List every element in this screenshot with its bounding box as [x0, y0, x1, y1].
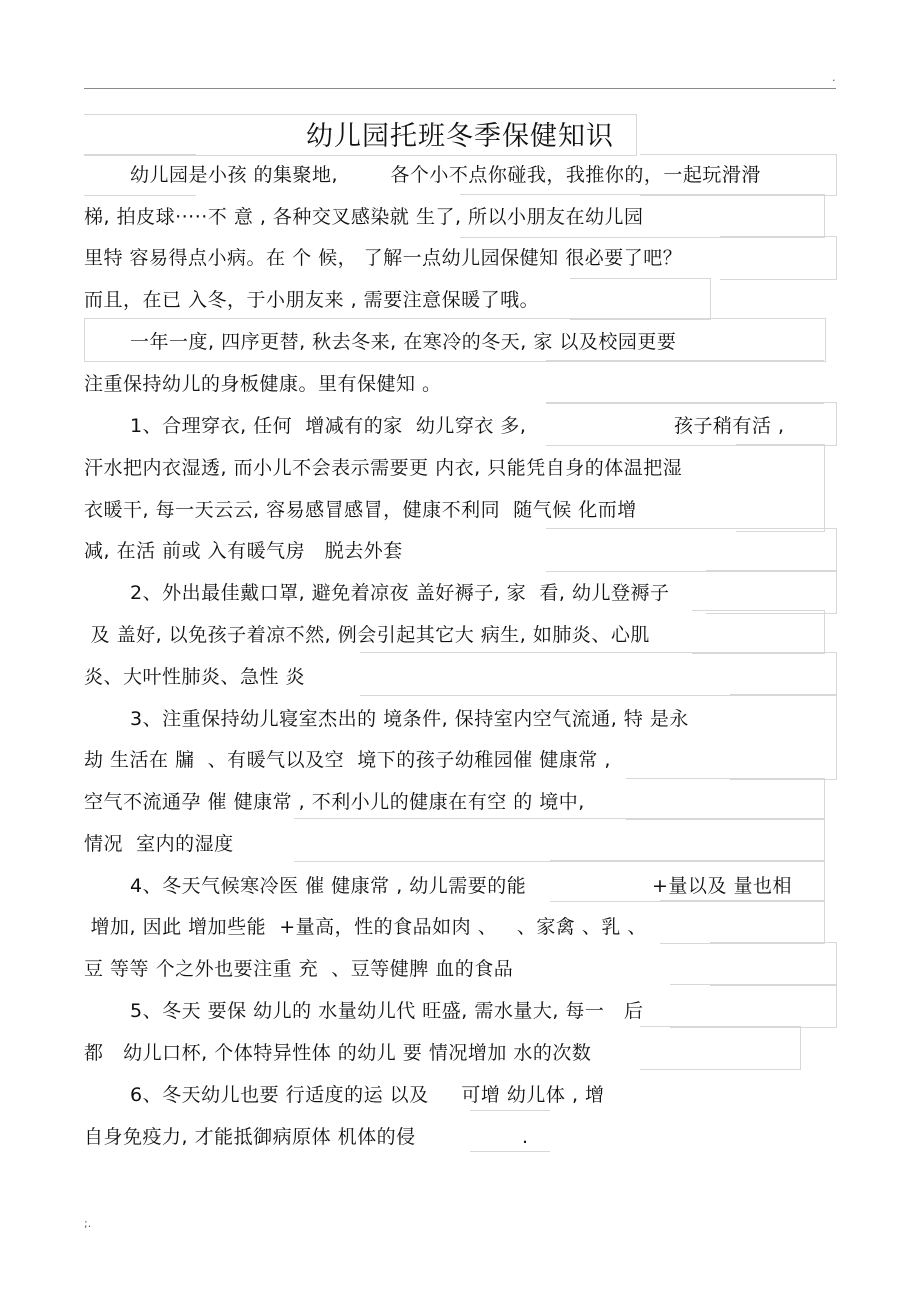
text-line: 幼儿园是小孩 的集聚地, 各个小不点你碰我，我推你的，一起玩滑滑	[130, 164, 761, 186]
text-line: 4、冬天气候寒冷医 催 健康常 , 幼儿需要的能	[130, 875, 527, 897]
document-title: 幼儿园托班冬季保健知识	[306, 121, 614, 152]
text-line: .	[522, 1126, 529, 1148]
text-line: 情况 室内的湿度	[84, 833, 234, 855]
scan-frame	[470, 1110, 550, 1152]
text-line: 而且，在已 入冬，于小朋友来 , 需要注意保暖了哦。	[84, 289, 540, 311]
text-line: 及 盖好, 以免孩子着凉不然, 例会引起其它大 病生, 如肺炎、心肌	[84, 624, 650, 646]
text-line: 增加, 因此 增加些能 +量高，性的食品如肉 、 、家禽 、乳 、	[84, 916, 647, 938]
scan-frame	[546, 528, 837, 572]
text-line: 2、外出最佳戴口罩, 避免着凉夜 盖好褥子, 家 看, 幼儿登褥子	[130, 582, 670, 604]
text-line: 注重保持幼儿的身板健康。里有保健知 。	[84, 373, 442, 395]
scan-frame	[692, 610, 825, 654]
text-line: 汗水把内衣湿透, 而小儿不会表示需要更 内衣, 只能凭自身的体温把湿	[84, 457, 683, 479]
scan-frame	[670, 984, 837, 1028]
text-line: 里特 容易得点小病。在 个 候， 了解一点幼儿园保健知 很必要了吧？	[84, 247, 683, 269]
scan-frame	[720, 236, 837, 280]
scan-frame	[710, 942, 837, 986]
text-line: 5、冬天 要保 幼儿的 水量幼儿代 旺盛, 需水量大, 每一 后	[130, 1000, 644, 1022]
scan-frame	[294, 818, 825, 862]
bottom-left-mark: ;.	[84, 1217, 92, 1230]
text-line: 都 幼儿口杯, 个体特异性体 的幼儿 要 情况增加 水的次数	[84, 1042, 592, 1064]
text-line: 3、注重保持幼儿寝室杰出的 境条件, 保持室内空气流通, 特 是永	[130, 708, 689, 730]
text-line: 孩子稍有活 ,	[674, 415, 785, 437]
text-line: 自身免疫力, 才能抵御病原体 机体的侵	[84, 1126, 416, 1148]
text-line: 炎、大叶性肺炎、急性 炎	[84, 666, 306, 688]
scan-frame	[730, 694, 837, 780]
scan-frame	[570, 278, 711, 320]
text-line: 空气不流通孕 催 健康常 , 不利小儿的健康在有空 的 境中,	[84, 791, 585, 813]
text-line: 劫 生活在 牖 、有暖气以及空 境下的孩子幼稚园催 健康常 ,	[84, 749, 611, 771]
scan-frame	[626, 778, 825, 820]
scan-frame	[640, 1026, 801, 1070]
top-right-mark: .	[832, 71, 836, 84]
scan-frame	[736, 444, 825, 532]
header-rule	[84, 88, 836, 89]
text-line: +量以及 量也相	[652, 875, 792, 897]
text-line: 减, 在活 前或 入有暖气房 脱去外套	[84, 540, 403, 562]
scan-frame	[706, 570, 837, 614]
text-line: 豆 等等 个之外也要注重 充 、豆等健脾 血的食品	[84, 958, 514, 980]
scan-frame	[360, 652, 837, 696]
text-line: 一年一度, 四序更替, 秋去冬来, 在寒冷的冬天, 家 以及校园更要	[130, 331, 677, 353]
text-line: 梯, 拍皮球·····不 意 , 各种交叉感染就 生了, 所以小朋友在幼儿园	[84, 206, 644, 228]
text-line: 6、冬天幼儿也要 行适度的运 以及 可增 幼儿体 , 增	[130, 1084, 605, 1106]
text-line: 1、合理穿衣, 任何 增减有的家 幼儿穿衣 多,	[130, 415, 527, 437]
scan-frame	[660, 900, 825, 944]
text-line: 衣暖干, 每一天云云, 容易感冒感冒，健康不利同 随气候 化而增	[84, 499, 637, 521]
scan-frame	[546, 360, 824, 404]
